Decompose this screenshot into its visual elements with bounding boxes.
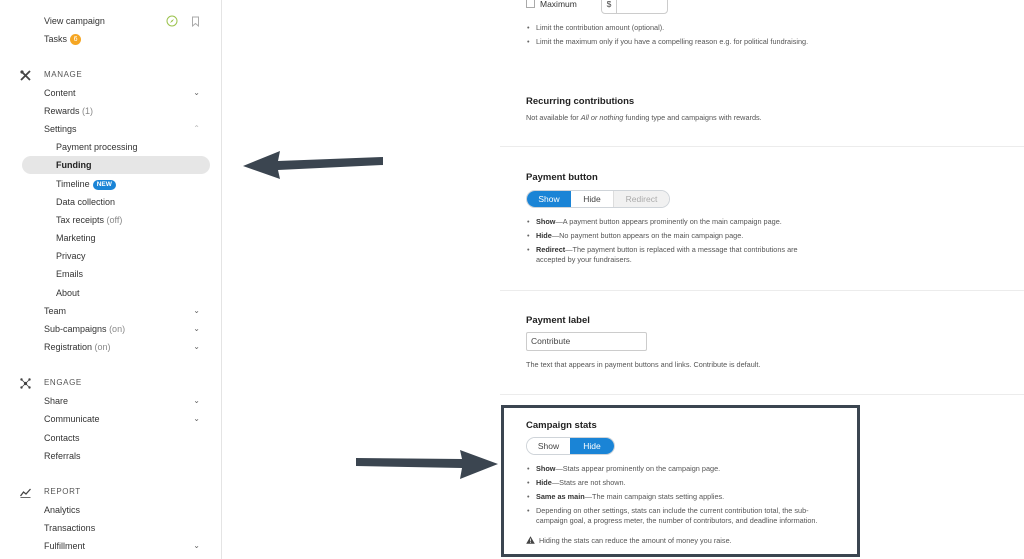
maximum-note: • Limit the contribution amount (optional). — [527, 23, 664, 33]
sidebar-item-settings[interactable] — [0, 120, 222, 138]
recurring-desc — [526, 113, 762, 123]
highlight-box — [501, 405, 860, 557]
sidebar-item-label: Share — [44, 396, 69, 406]
sidebar-item-label: Rewards — [44, 106, 80, 116]
arrow-right-annotation — [352, 446, 502, 484]
chevron-down-icon[interactable]: ⌄ — [193, 88, 200, 97]
sidebar-item-label: Timeline — [56, 179, 90, 189]
sidebar-item-sub-campaigns[interactable] — [0, 320, 222, 338]
network-icon — [20, 378, 31, 389]
bullet-term: Hide — [536, 231, 552, 240]
sidebar-item-label: Settings — [44, 124, 77, 134]
sidebar-item-transactions[interactable] — [0, 519, 222, 537]
sidebar-item-team[interactable] — [0, 302, 222, 320]
sidebar-item-label: Referrals — [44, 451, 81, 461]
sidebar-item-registration[interactable] — [0, 338, 222, 356]
active-highlight — [22, 156, 210, 174]
sidebar-item-payment-processing[interactable] — [0, 138, 222, 156]
chevron-down-icon[interactable]: ⌄ — [193, 306, 200, 315]
sidebar-item-label: Tax receipts — [56, 215, 105, 225]
new-badge: NEW — [93, 180, 116, 190]
campaign-stats-hide-option[interactable]: Hide — [570, 438, 614, 454]
bullet-text: —No payment button appears on the main campaign page. — [551, 231, 744, 240]
sidebar-item-about[interactable] — [0, 284, 222, 302]
sidebar-item-share[interactable] — [0, 392, 222, 410]
sidebar-item-label: View campaign — [44, 16, 105, 26]
trend-icon — [20, 487, 31, 498]
chevron-down-icon[interactable]: ⌄ — [193, 414, 200, 423]
recurring-desc-text: funding type and campaigns with rewards. — [623, 113, 762, 122]
maximum-note: • Limit the maximum only if you have a compelling reason e.g. for political fundraising. — [527, 37, 808, 47]
sidebar-item-communicate[interactable] — [0, 410, 222, 428]
sidebar-item-timeline[interactable] — [0, 175, 222, 193]
payment-label-title: Payment label — [526, 315, 590, 326]
sidebar-item-fulfillment[interactable] — [0, 537, 222, 555]
sidebar-item-label: Data collection — [56, 197, 116, 207]
bullet-term: Redirect — [536, 245, 566, 254]
payment-button-title: Payment button — [526, 172, 598, 183]
sidebar-item-label: Funding — [56, 160, 92, 170]
sidebar-item-label: Analytics — [44, 505, 81, 515]
maximum-input[interactable] — [601, 0, 668, 14]
tools-icon — [20, 70, 31, 81]
sidebar-item-contacts[interactable] — [0, 429, 222, 447]
payment-button-bullet — [527, 245, 798, 265]
bullet-term: Show — [536, 464, 556, 473]
sidebar-item-label: Transactions — [44, 523, 96, 533]
maximum-checkbox[interactable] — [526, 0, 535, 8]
sidebar-item-note: (1) — [82, 106, 94, 116]
bullet-term: Show — [536, 217, 556, 226]
sidebar-item-label: Contacts — [44, 433, 80, 443]
payment-button-show-option[interactable]: Show — [527, 191, 571, 207]
sidebar-item-data-collection[interactable] — [0, 193, 222, 211]
divider — [500, 394, 1024, 395]
bullet-text: —A payment button appears prominently on the main campaign page. — [555, 217, 782, 226]
currency-prefix: $ — [602, 0, 617, 13]
section-title: ENGAGE — [44, 378, 82, 387]
bullet-text: —Stats appear prominently on the campaign page. — [555, 464, 721, 473]
campaign-stats-title: Campaign stats — [526, 420, 597, 431]
payment-button-redirect-option[interactable]: Redirect — [613, 191, 669, 207]
bullet-term: Hide — [536, 478, 552, 487]
recurring-desc-text: Not available for — [526, 113, 581, 122]
chevron-up-icon[interactable]: ⌃ — [193, 124, 200, 133]
sidebar-item-label: About — [56, 288, 80, 298]
sidebar-item-tax-receipts[interactable] — [0, 211, 222, 229]
section-engage — [0, 374, 222, 392]
chevron-down-icon[interactable]: ⌄ — [193, 342, 200, 351]
sidebar-item-note: (off) — [106, 215, 123, 225]
payment-button-toggle — [526, 190, 670, 208]
bullet-text: campaign goal, a progress meter, the number of contributors, and deadline information. — [536, 516, 818, 525]
divider — [500, 146, 1024, 147]
sidebar-item-label: Emails — [56, 269, 84, 279]
sidebar-item-note: (on) — [109, 324, 126, 334]
payment-button-bullet — [527, 217, 782, 227]
bullet-term: Same as main — [536, 492, 585, 501]
campaign-stats-show-option[interactable]: Show — [527, 438, 570, 454]
sidebar-item-analytics[interactable] — [0, 501, 222, 519]
warning-text: Hiding the stats can reduce the amount of money you raise. — [539, 536, 732, 545]
sidebar-item-view-campaign[interactable] — [0, 12, 222, 30]
recurring-desc-emphasis: All or nothing — [580, 113, 624, 122]
sidebar-item-label: Payment processing — [56, 142, 138, 152]
sidebar-item-label: Content — [44, 88, 76, 98]
payment-label-help: The text that appears in payment buttons and links. Contribute is default. — [526, 360, 761, 369]
section-report — [0, 483, 222, 501]
sidebar-item-privacy[interactable] — [0, 247, 222, 265]
sidebar-item-label: Fulfillment — [44, 541, 86, 551]
sidebar-item-label: Marketing — [56, 233, 96, 243]
bullet-text: —The payment button is replaced with a message that contributions are — [565, 245, 798, 254]
bullet-text: accepted by your fundraisers. — [536, 255, 632, 264]
chevron-down-icon[interactable]: ⌄ — [193, 541, 200, 550]
sidebar-item-content[interactable] — [0, 84, 222, 102]
sidebar-item-emails[interactable] — [0, 265, 222, 283]
sidebar-item-label: Communicate — [44, 414, 100, 424]
sidebar-item-label: Team — [44, 306, 67, 316]
payment-label-input[interactable]: Contribute — [526, 332, 647, 351]
chevron-down-icon[interactable]: ⌄ — [193, 324, 200, 333]
divider — [500, 290, 1024, 291]
chevron-down-icon[interactable]: ⌄ — [193, 396, 200, 405]
bullet-text: Depending on other settings, stats can include the current contribution total, the sub- — [536, 506, 809, 515]
sidebar-item-label: Privacy — [56, 251, 86, 261]
sidebar-item-marketing[interactable] — [0, 229, 222, 247]
sidebar-item-label: Sub-campaigns — [44, 324, 107, 334]
sidebar-item-note: (on) — [94, 342, 111, 352]
sidebar-item-funding[interactable] — [0, 156, 222, 174]
section-manage — [0, 66, 222, 84]
sidebar — [0, 0, 222, 559]
payment-button-hide-option[interactable]: Hide — [571, 191, 613, 207]
arrow-left-annotation — [238, 145, 388, 183]
sidebar-item-referrals[interactable] — [0, 447, 222, 465]
sidebar-item-label: Registration — [44, 342, 93, 352]
section-title: REPORT — [44, 487, 81, 496]
sidebar-item-tasks[interactable] — [0, 30, 222, 48]
sidebar-item-rewards[interactable] — [0, 102, 222, 120]
section-title: MANAGE — [44, 70, 83, 79]
payment-button-bullet — [527, 231, 743, 241]
sidebar-item-label: Tasks — [44, 34, 68, 44]
tasks-count-badge: 6 — [70, 34, 81, 45]
bullet-text: —Stats are not shown. — [551, 478, 626, 487]
recurring-title: Recurring contributions — [526, 96, 635, 107]
maximum-label: Maximum — [540, 0, 577, 9]
bullet-text: —The main campaign stats setting applies. — [584, 492, 725, 501]
